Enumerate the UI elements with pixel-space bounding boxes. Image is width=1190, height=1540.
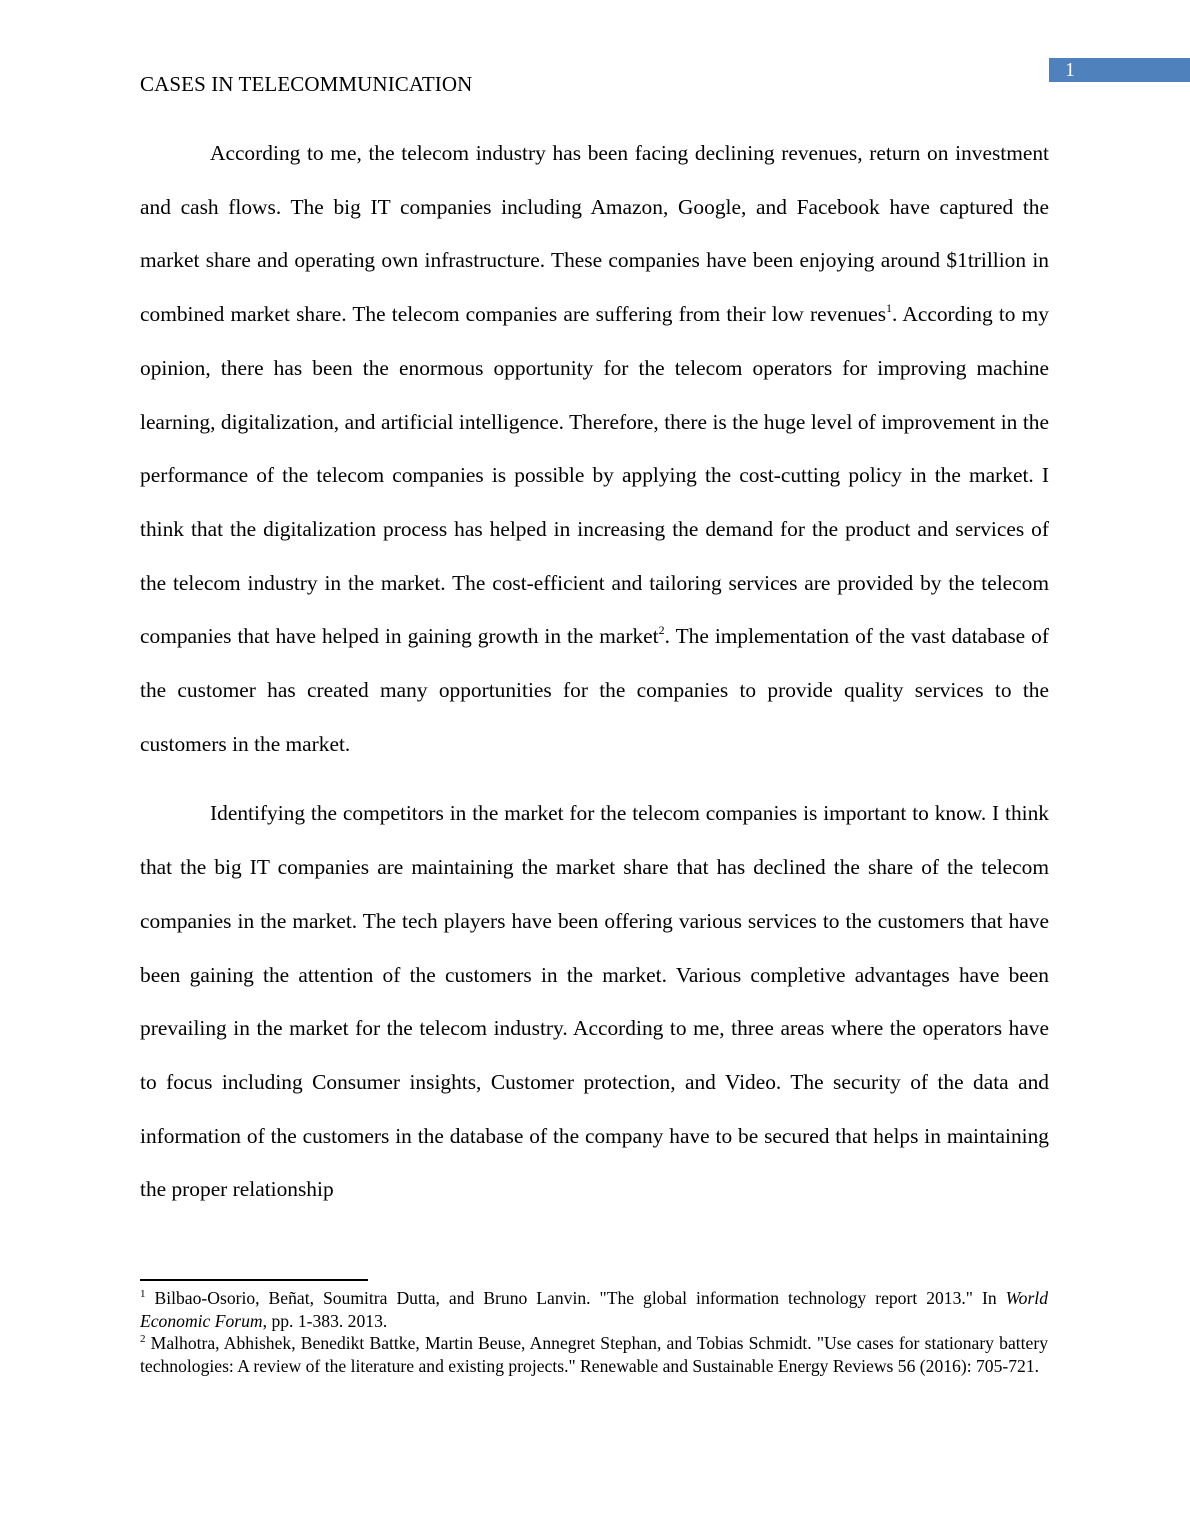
paragraph-1-part-3: . The implementation of the vast database of the customer has created many opportunities for the companies to provide quality services to the customers in the market.	[140, 624, 1049, 756]
footnote-1-text-after: , pp. 1-383. 2013.	[262, 1310, 388, 1331]
footnote-1-number: 1	[140, 1288, 146, 1300]
footnote-1-text-before: Bilbao-Osorio, Beñat, Soumitra Dutta, and Bruno Lanvin. "The global information technology report 2013." In	[145, 1288, 1006, 1308]
page-number-box	[1049, 58, 1190, 82]
paragraph-2: Identifying the competitors in the market for the telecom companies is important to know. I think that the big IT companies are maintaining the market share that has declined the share of the telecom companies in the market. The tech players have been offering various services to the customers that have been gaining the attention of the customers in the market. Various completive advantages have been prevailing in the market for the telecom industry. According to me, three areas where the operators have to focus including Consumer insights, Customer protection, and Video. The security of the data and information of the customers in the database of the company have to be secured that helps in maintaining the proper relationship	[140, 801, 1049, 1202]
paragraph-1	[140, 127, 1049, 771]
paragraph-1-part-1: According to me, the telecom industry has been facing declining revenues, return on investment and cash flows. The big IT companies including Amazon, Google, and Facebook have captured the market share and operating own infrastructure. These companies have been enjoying around $1trillion in combined market share. The telecom companies are suffering from their low revenues	[140, 141, 1049, 327]
running-head: CASES IN TELECOMMUNICATION	[140, 72, 473, 96]
footnote-1-source: World Economic Forum	[140, 1288, 1048, 1331]
footnote-ref-1[interactable]: 1	[886, 301, 893, 316]
footnote-separator	[140, 1279, 368, 1281]
page-number: 1	[1065, 59, 1075, 81]
footnote-2-number: 2	[140, 1333, 146, 1345]
paragraph-1-part-2: . According to my opinion, there has been the enormous opportunity for the telecom operators for improving machine learning, digitalization, and artificial intelligence. Therefore, there is the huge level of improvement in the performance of the telecom companies is possible by applying the cost-cutting policy in the market. I think that the digitalization process has helped in increasing the demand for the product and services of the telecom industry in the market. The cost-efficient and tailoring services are provided by the telecom companies that have helped in gaining growth in the market	[140, 302, 1049, 649]
body-text	[140, 127, 1049, 1217]
footnotes	[140, 1287, 1048, 1377]
footnote-2	[140, 1332, 1048, 1377]
footnote-2-text: Malhotra, Abhishek, Benedikt Battke, Martin Beuse, Annegret Stephan, and Tobias Schmidt. "Use cases for stationary battery technologies: A review of the literature and existing projects." Renewable and Sustainable Energy Reviews 56 (2016): 705-721.	[140, 1333, 1048, 1376]
footnote-ref-2[interactable]: 2	[658, 623, 665, 638]
footnote-1	[140, 1287, 1048, 1332]
